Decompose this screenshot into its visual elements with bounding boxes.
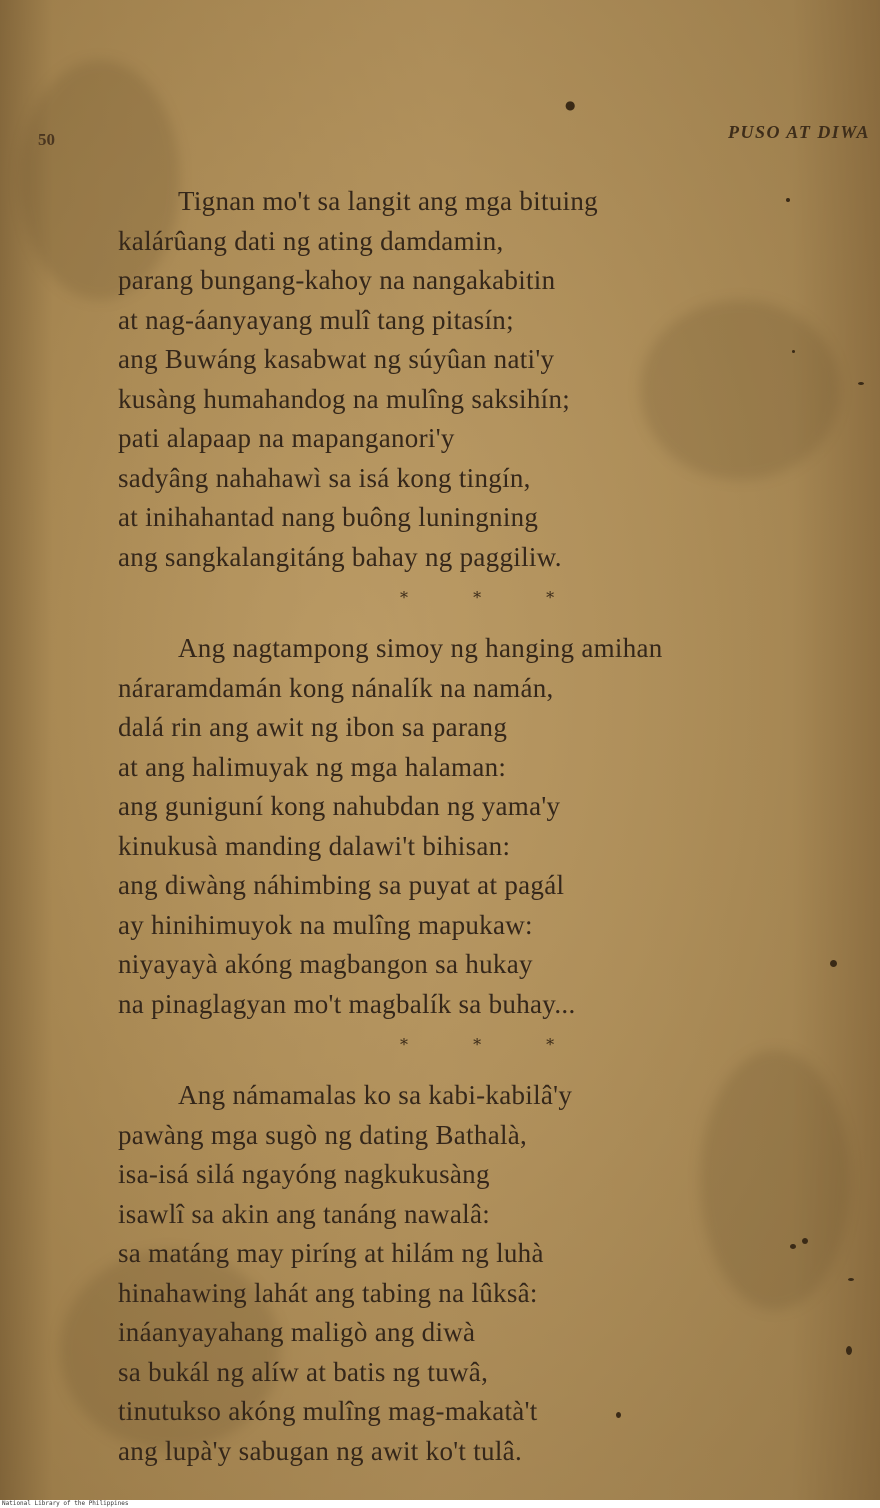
ink-spot [858, 382, 864, 385]
poem-line: at ang halimuyak ng mga halaman: [118, 751, 507, 782]
stanza-separator: * * * [400, 588, 585, 607]
stanza-separator: * * * [400, 1035, 585, 1054]
poem-line: ay hinihimuyok na mulîng mapukaw: [118, 909, 533, 940]
stanza-3 [118, 1076, 838, 1471]
poem-line: náraramdamán kong nánalík na namán, [118, 672, 554, 703]
page-number: 50 [38, 130, 55, 149]
poem-line: at nag-áanyayang mulî tang pitasín; [118, 304, 514, 335]
poem-line: isa-isá silá ngayóng nagkukusàng [118, 1159, 490, 1189]
poem-line: ang guniguní kong nahubdan ng yama'y [118, 791, 561, 821]
poem-line: hinahawing lahát ang tabing na lûksâ: [118, 1277, 538, 1308]
poem-line: kinukusà manding dalawi't bihisan: [118, 830, 511, 861]
poem-line: kalárûang dati ng ating damdamin, [118, 225, 504, 256]
poem-line: isawlî sa akin ang tanáng nawalâ: [118, 1198, 491, 1229]
poem-line: sa bukál ng alíw at batis ng tuwâ, [118, 1356, 489, 1387]
poem-line: ang diwàng náhimbing sa puyat at pagál [118, 870, 565, 900]
scan-footer [0, 1500, 880, 1508]
poem-body [118, 182, 838, 1471]
poem-line: kusàng humahandog na mulîng saksihín; [118, 383, 571, 414]
ink-spot [846, 1346, 852, 1355]
poem-line: parang bungang-kahoy na nangakabitin [118, 265, 556, 295]
poem-line: at inihahantad nang buông luningning [118, 502, 539, 532]
poem-line: pawàng mga sugò ng dating Bathalà, [118, 1119, 528, 1150]
poem-line: pati alapaap na mapanganori'y [118, 423, 455, 453]
poem-line: dalá rin ang awit ng ibon sa parang [118, 712, 508, 742]
stanza-1 [118, 182, 838, 577]
poem-line: Ang námamalas ko sa kabi-kabilâ'y [178, 1080, 573, 1110]
running-head: PUSO AT DIWA [727, 122, 870, 142]
ink-spot [848, 1278, 854, 1281]
print-mark: ● [565, 98, 576, 112]
poem-line: niyayayà akóng magbangon sa hukay [118, 949, 533, 979]
poem-line: tinutukso akóng mulîng mag-makatà't [118, 1396, 538, 1426]
poem-line: ang sangkalangitáng bahay ng paggiliw. [118, 541, 562, 572]
stanza-2 [118, 629, 838, 1024]
poem-line: na pinaglagyan mo't magbalík sa buhay... [118, 988, 576, 1019]
poem-line: sa matáng may piríng at hilám ng luhà [118, 1238, 544, 1268]
library-credit: National Library of the Philippines [2, 1500, 129, 1507]
poem-line: ináanyayahang maligò ang diwà [118, 1317, 476, 1347]
poem-line: ang lupà'y sabugan ng awit ko't tulâ. [118, 1435, 522, 1466]
poem-line: Tignan mo't sa langit ang mga bituing [178, 186, 598, 216]
poem-line: Ang nagtampong simoy ng hanging amihan [178, 633, 663, 663]
poem-line: ang Buwáng kasabwat ng súyûan nati'y [118, 344, 555, 374]
poem-line: sadyâng nahahawì sa isá kong tingín, [118, 462, 531, 493]
